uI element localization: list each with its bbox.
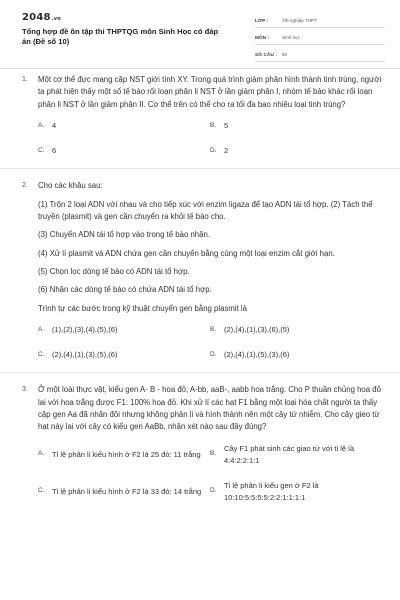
option-letter: D.: [210, 351, 217, 359]
header-divider: [0, 68, 400, 69]
question-paragraph: (5) Chọn lọc dòng tế bào có ADN tái tổ hợp.: [38, 266, 190, 276]
answer-options: [38, 324, 386, 362]
document-title: Tổng hợp đề ôn tập thi THPTQG môn Sinh Học có đáp án (Đề số 10): [22, 27, 219, 46]
meta-value: Sinh học: [282, 35, 300, 40]
option-c[interactable]: [38, 349, 210, 361]
option-c[interactable]: [38, 145, 210, 157]
option-text: 5: [224, 120, 229, 130]
option-letter: A.: [38, 325, 45, 333]
question-3: [0, 384, 400, 503]
answer-options: [38, 443, 386, 504]
document-meta: [255, 14, 385, 65]
option-b[interactable]: [210, 324, 380, 336]
option-d[interactable]: [210, 480, 380, 504]
question-paragraph: (3) Chuyển ADN tái tổ hợp vào trong tế bào nhận.: [38, 230, 210, 240]
option-letter: B.: [210, 121, 217, 129]
meta-row-subject: [255, 31, 385, 45]
option-letter: A.: [38, 121, 45, 129]
option-letter: C.: [38, 487, 45, 495]
option-text: (2),(4),(1),(3),(6),(5): [224, 324, 290, 334]
option-text: Tỉ lệ phân li kiểu gen ở F2 là 10:10:5:5:5:5:2:2:1:1:1:1: [224, 480, 319, 502]
question-paragraph: Trình tự các bước trong kỹ thuật chuyển gen bằng plasmit là: [38, 303, 247, 313]
option-a[interactable]: [38, 120, 210, 132]
meta-label: MÔN :: [255, 35, 270, 40]
option-text: 4: [52, 120, 57, 130]
option-text: 6: [52, 146, 57, 156]
option-b[interactable]: [210, 443, 380, 467]
option-a[interactable]: [38, 324, 210, 336]
meta-value: 50: [282, 52, 288, 57]
meta-row-count: [255, 48, 385, 62]
option-d[interactable]: [210, 145, 380, 157]
logo-text: 2048: [22, 12, 51, 23]
option-letter: C.: [38, 147, 45, 155]
option-letter: D.: [210, 487, 217, 495]
question-list: [0, 74, 400, 504]
logo-suffix: .vn: [51, 16, 61, 22]
option-letter: C.: [38, 351, 45, 359]
question-text: Ở một loài thực vật, kiểu gen A- B - hoa đỏ; A-bb, aaB-, aabb hoa trắng. Cho P thuần chủng hoa đỏ lai với hoa trắng được F1: 100% hoa đỏ. Khi xử lí các hạt F1 bằng một loại hóa chất người ta thấy cặp gen Aa đã nhân đôi nhưng không phân li và hình thành nên một cây tứ nhiễm. Cho cây gieo từ hạt này lai với cây có kiểu gen AaBb, nhận xét nào sau đây đúng?: [38, 385, 381, 432]
option-text: Cây F1 phát sinh các giao tử với tỉ lệ là 4:4:2:2:1:1: [224, 443, 354, 465]
option-text: (2),(4),(1),(3),(5),(6): [52, 350, 118, 360]
question-paragraph: (4) Xử lí plasmit và ADN chứa gen cần chuyển bằng cùng một loại enzim cắt giới hạn.: [38, 248, 335, 258]
option-text: Tỉ lệ phân li kiểu hình ở F2 là 33 đỏ: 14 trắng: [52, 486, 202, 496]
meta-label: SỐ CÂU :: [255, 52, 278, 57]
option-text: 2: [224, 146, 229, 156]
question-paragraph: (1) Trộn 2 loại ADN với nhau và cho tiếp xúc với enzim ligaza để tạo ADN tái tổ hợp. (2) Tách thể truyền (plasmit) và gen cần chuyển ra khỏi tế bào cho.: [38, 199, 373, 222]
option-text: (2),(4),(1),(5),(3),(6): [224, 350, 290, 360]
option-a[interactable]: [38, 443, 210, 467]
question-2: [0, 180, 400, 361]
meta-row-class: [255, 14, 385, 28]
option-letter: B.: [210, 450, 217, 458]
question-paragraph: (6) Nhân các dòng tế bào có chứa ADN tái tổ hợp.: [38, 285, 212, 295]
question-number: 1.: [22, 76, 28, 83]
question-number: 3.: [22, 386, 28, 394]
option-letter: A.: [38, 450, 45, 458]
page-header: [0, 0, 400, 66]
answer-options: [38, 120, 386, 158]
option-text: (1),(2),(3),(4),(5),(6): [52, 324, 118, 334]
meta-value: Tốt nghiệp THPT: [282, 18, 317, 23]
question-divider: [0, 168, 400, 169]
option-text: Tỉ lệ phân li kiểu hình ở F2 là 25 đỏ: 11 trắng: [52, 449, 201, 459]
question-divider: [0, 372, 400, 373]
question-text: Một cơ thể đực mang cặp NST giới tính XY. Trong quá trình giảm phân hình thành tinh trùng, người ta phát hiện thấy một số tế bào rối loạn phân li NST ở lần giảm phân I, nhóm tế bào khác rối loạn phân li NST ở lần giảm phân II. Cơ thể trên có thể cho ra tối đa bao nhiêu loại tinh trùng?: [38, 75, 382, 109]
meta-label: LỚP :: [255, 18, 269, 23]
question-number: 2.: [22, 182, 28, 190]
question-1: [0, 74, 400, 157]
option-c[interactable]: [38, 480, 210, 504]
option-letter: D.: [210, 147, 217, 155]
option-b[interactable]: [210, 120, 380, 132]
option-d[interactable]: [210, 349, 380, 361]
option-letter: B.: [210, 325, 217, 333]
question-text: Cho các khâu sau:: [38, 181, 103, 191]
